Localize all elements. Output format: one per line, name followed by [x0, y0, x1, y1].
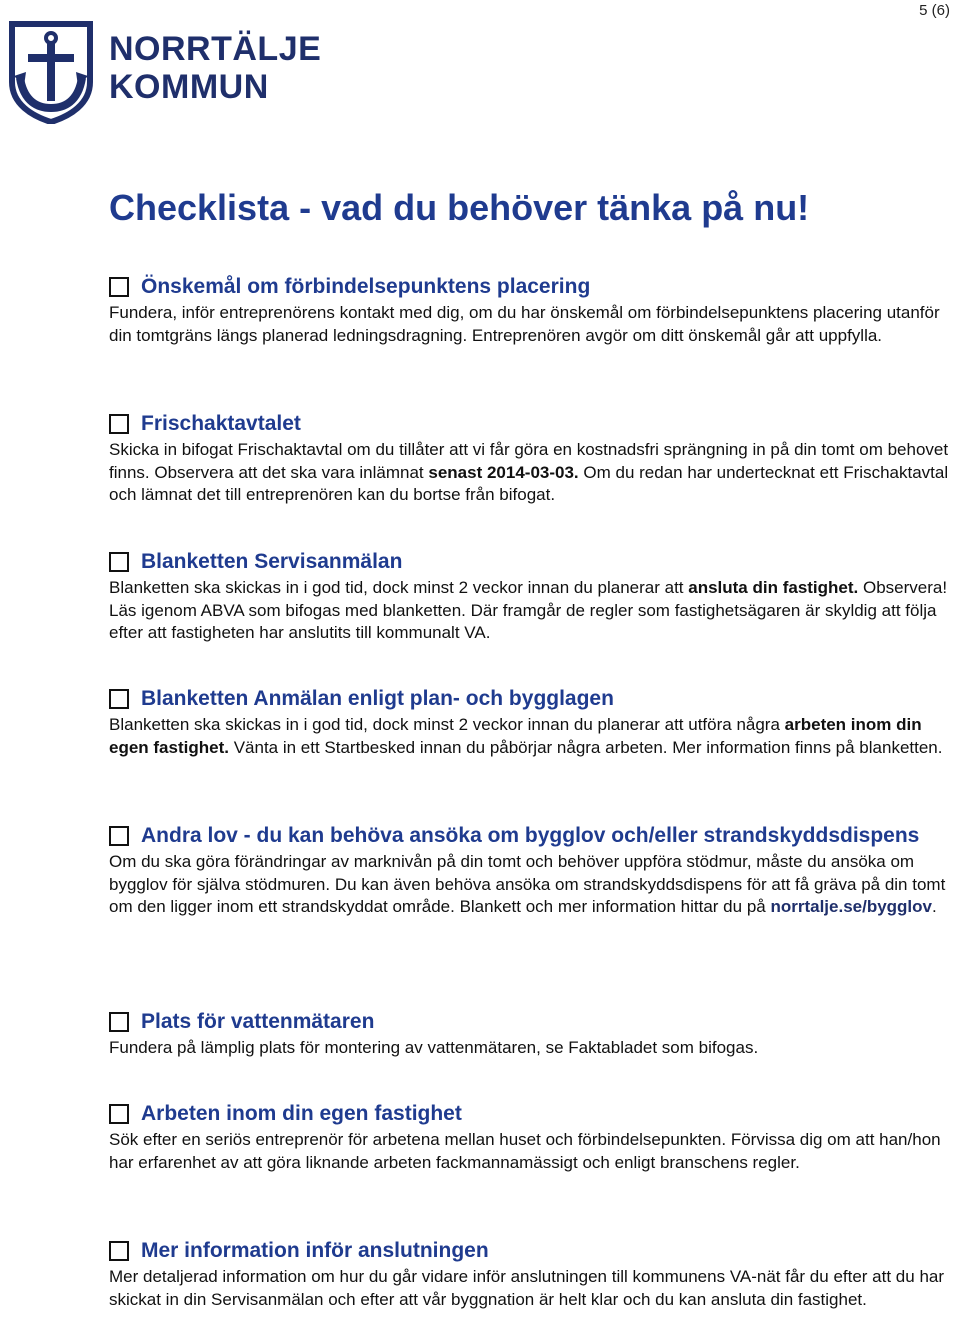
- checklist-item-header: [109, 274, 951, 300]
- body-text: Om du redan har undertecknat ett Frischaktavtal och lämnat det till entreprenören kan du bortse från bifogat.: [109, 462, 949, 504]
- checklist-item-header: [109, 1009, 951, 1035]
- emphasis-text: arbeten inom din egen fastighet.: [109, 715, 922, 757]
- section-body: [109, 851, 951, 919]
- section-heading: Mer information inför anslutningen: [141, 1239, 489, 1262]
- page-title: Checklista - vad du behöver tänka på nu!: [109, 187, 810, 228]
- section-body: [109, 714, 951, 759]
- emphasis-text: ansluta din fastighet.: [688, 578, 859, 597]
- body-text: Om du ska göra förändringar av marknivån på din tomt och behöver uppföra stödmur, måste du ansöka om bygglov för själva stödmuren. Du kan även behöva ansöka om strandskyddsdispens för att få gräva på din tomt om den ligger inom ett strandskyddat område. Blankett och mer information hittar du på: [109, 852, 946, 916]
- section-heading: Blanketten Servisanmälan: [141, 550, 403, 573]
- checklist-item-header: [109, 411, 951, 437]
- body-text: Vänta in ett Startbesked innan du påbörjar några arbeten. Mer information finns på blanketten.: [228, 737, 943, 757]
- logo-wordmark: [109, 30, 321, 106]
- checkbox[interactable]: [109, 1012, 129, 1032]
- bygglov-link[interactable]: norrtalje.se/bygglov: [770, 897, 932, 916]
- checklist-item: [109, 411, 951, 507]
- checklist-item-header: [109, 823, 951, 849]
- body-text: Observera! Läs igenom ABVA som bifogas med blanketten. Där framgår de regler som fastighetsägaren är skyldig att följa efter att fastigheten har anslutits till kommunalt VA.: [109, 578, 948, 642]
- body-text: Skicka in bifogat Frischaktavtal om du tillåter att vi får göra en kostnadsfri sprängning in på din tomt om behovet finns. Observera att det ska vara inlämnat: [109, 440, 949, 482]
- anchor-shield-icon: [6, 20, 96, 124]
- checklist-item: [109, 1238, 951, 1311]
- checkbox[interactable]: [109, 689, 129, 709]
- logo-line-2: KOMMUN: [109, 68, 269, 106]
- section-body: Fundera, inför entreprenörens kontakt med dig, om du har önskemål om förbindelsepunktens placering utanför din tomtgräns längs planerad ledningsdragning. Entreprenören avgör om ditt önskemål går att uppfylla.: [109, 303, 940, 345]
- section-heading: Arbeten inom din egen fastighet: [141, 1102, 462, 1125]
- checkbox[interactable]: [109, 826, 129, 846]
- body-text: Blanketten ska skickas in i god tid, dock minst 2 veckor innan du planerar att utföra några: [109, 715, 785, 734]
- body-text: Blanketten ska skickas in i god tid, dock minst 2 veckor innan du planerar att: [109, 578, 689, 597]
- checklist-item: [109, 686, 951, 759]
- section-heading: Andra lov - du kan behöva ansöka om bygglov och/eller strandskyddsdispens: [141, 824, 920, 847]
- logo-line-1: NORRTÄLJE: [109, 30, 322, 68]
- section-body: [109, 439, 951, 507]
- checkbox[interactable]: [109, 552, 129, 572]
- section-heading: Plats för vattenmätaren: [141, 1010, 375, 1033]
- page-number: 5 (6): [919, 2, 950, 19]
- checklist-item-header: [109, 686, 951, 712]
- checklist-item-header: [109, 1238, 951, 1264]
- checklist-item-header: [109, 1101, 951, 1127]
- body-text: .: [932, 897, 937, 916]
- checkbox[interactable]: [109, 1104, 129, 1124]
- section-body: [109, 577, 951, 645]
- checklist-item-header: [109, 549, 951, 575]
- section-body: Fundera på lämplig plats för montering av vattenmätaren, se Faktabladet som bifogas.: [109, 1038, 759, 1057]
- checklist-item: [109, 823, 951, 919]
- section-heading: Önskemål om förbindelsepunktens placering: [141, 275, 591, 298]
- checkbox[interactable]: [109, 414, 129, 434]
- checklist-item: [109, 549, 951, 645]
- section-body: Mer detaljerad information om hur du går vidare inför anslutningen till kommunens VA-nät får du efter att du har skickat in din Servisanmälan och efter att vår byggnation är helt klar och du kan ansluta din fastighet.: [109, 1267, 945, 1309]
- section-heading: Frischaktavtalet: [141, 412, 301, 435]
- checklist-item: [109, 1009, 951, 1060]
- section-heading: Blanketten Anmälan enligt plan- och bygglagen: [141, 687, 614, 710]
- checklist-item: [109, 274, 951, 347]
- checkbox[interactable]: [109, 277, 129, 297]
- checklist-item: [109, 1101, 951, 1174]
- norrtalje-kommun-logo: [6, 20, 322, 124]
- deadline-text: senast 2014-03-03.: [428, 462, 579, 482]
- checkbox[interactable]: [109, 1241, 129, 1261]
- section-body: Sök efter en seriös entreprenör för arbetena mellan huset och förbindelsepunkten. Förvissa dig om att han/hon har erfarenhet av att göra liknande arbeten fackmannamässigt och enligt branschens regler.: [109, 1130, 941, 1172]
